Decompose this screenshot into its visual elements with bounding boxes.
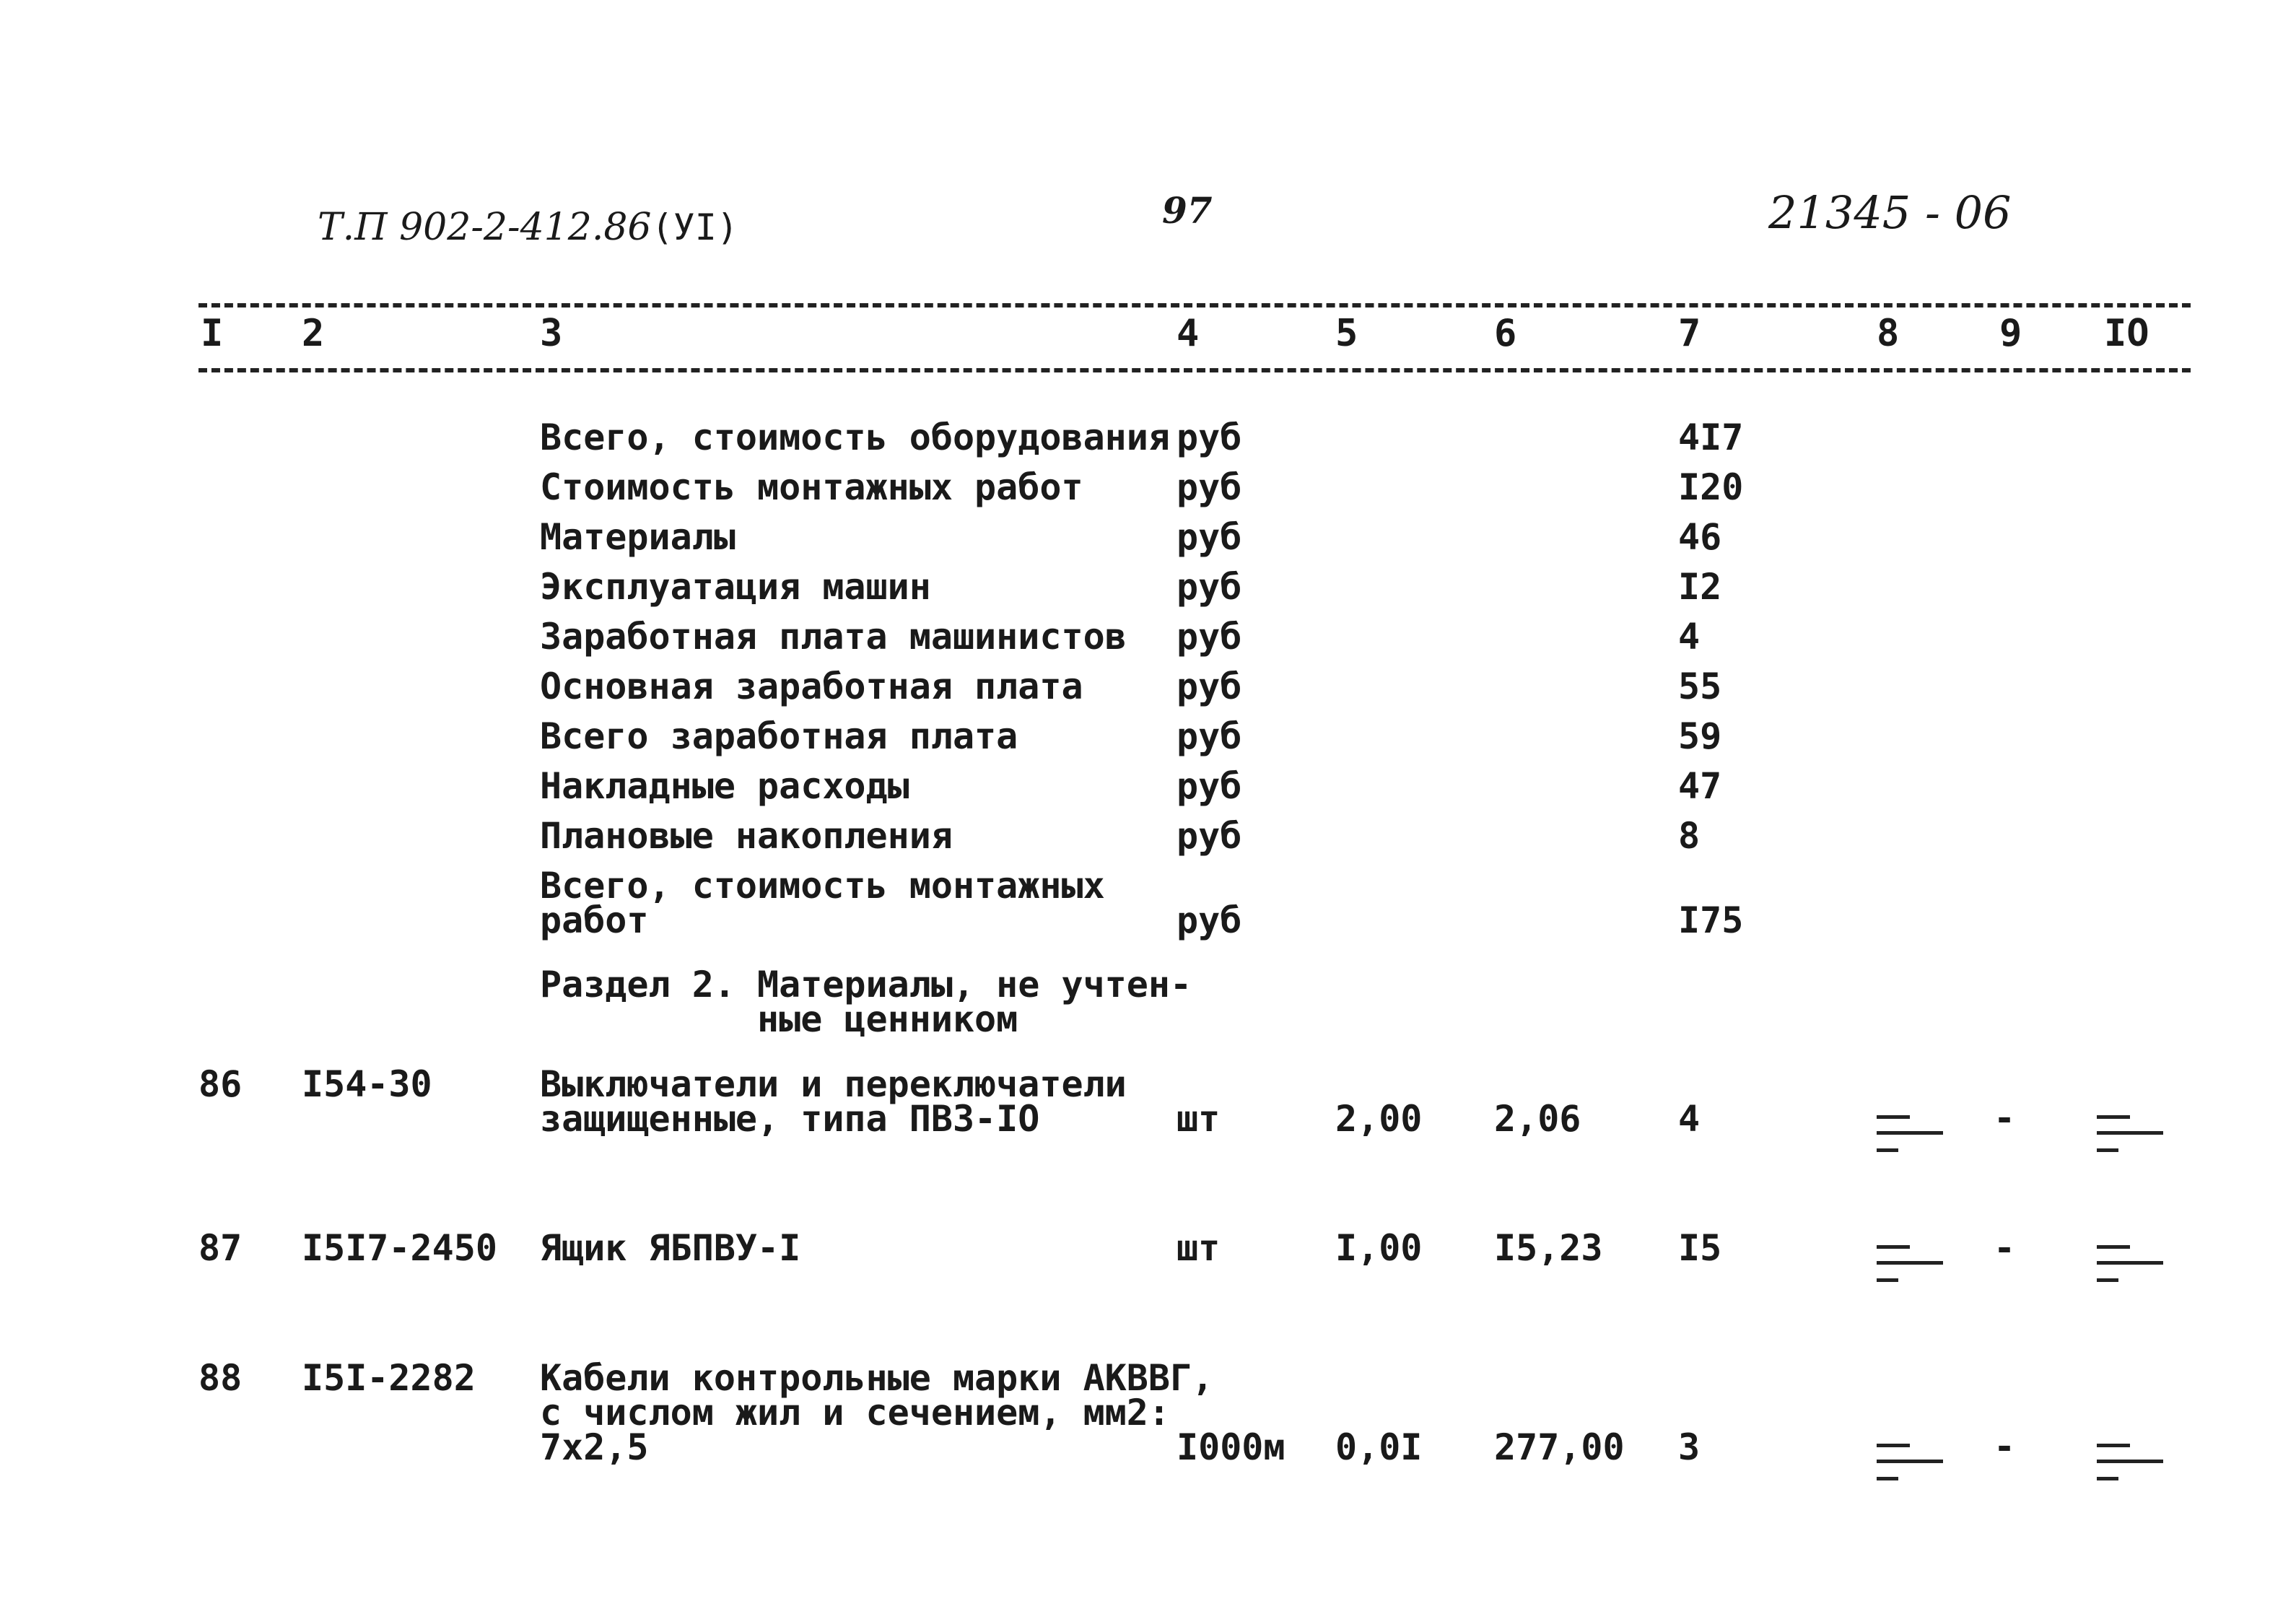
item-qty: 0,0I <box>1335 1426 1423 1468</box>
summary-total: 55 <box>1678 666 1722 707</box>
summary-total: 59 <box>1678 715 1722 757</box>
section-title: Раздел 2. Материалы, не учтен- ные ценником <box>540 964 1192 1040</box>
col-header-10: IO <box>2104 312 2149 355</box>
item-number: 88 <box>198 1357 243 1399</box>
item-unit: шт <box>1177 1098 1221 1140</box>
summary-unit: руб <box>1177 516 1242 558</box>
summary-name: Накладные расходы <box>540 765 909 807</box>
item-number: 87 <box>198 1227 243 1269</box>
summary-total: I20 <box>1678 466 1744 508</box>
col-header-8: 8 <box>1877 312 1900 355</box>
item-name: Выключатели и переключатели защищенные, типа ПВЗ-IO <box>540 1063 1127 1140</box>
item-unit: шт <box>1177 1227 1221 1269</box>
summary-total: 8 <box>1678 815 1701 857</box>
ditto-mark <box>1877 1115 1943 1161</box>
summary-name: Всего, стоимость монтажных работ <box>540 865 1105 941</box>
item-price: 2,06 <box>1494 1098 1581 1140</box>
col-header-5: 5 <box>1335 312 1358 355</box>
summary-unit: руб <box>1177 715 1242 757</box>
item-number: 86 <box>198 1063 243 1105</box>
summary-name: Заработная плата машинистов <box>540 616 1127 658</box>
col-header-9: 9 <box>1999 312 2022 355</box>
page-number: 97 <box>1162 189 1213 232</box>
sheet-code-handwritten: Т.П 902-2-412.86 <box>318 206 652 249</box>
summary-name: Всего, стоимость оборудования <box>540 416 1170 458</box>
summary-unit: руб <box>1177 466 1242 508</box>
document-number: 21345 - 06 <box>1768 186 2012 239</box>
item-code: I54-30 <box>302 1063 432 1105</box>
item-total: 4 <box>1678 1098 1701 1140</box>
ditto-mark <box>2097 1245 2163 1291</box>
col-header-1: I <box>201 312 224 355</box>
col-header-4: 4 <box>1177 312 1200 355</box>
header-bottom-rule <box>198 368 2191 372</box>
summary-total: I75 <box>1678 899 1744 941</box>
item-code: I5I-2282 <box>302 1357 476 1399</box>
ditto-mark <box>2097 1444 2163 1490</box>
summary-unit: руб <box>1177 815 1242 857</box>
item-unit: I000м <box>1177 1426 1286 1468</box>
summary-unit: руб <box>1177 899 1242 941</box>
summary-total: 46 <box>1678 516 1722 558</box>
item-col9: - <box>1994 1097 2016 1139</box>
summary-unit: руб <box>1177 416 1242 458</box>
summary-unit: руб <box>1177 616 1242 658</box>
item-name: Ящик ЯБПВУ-I <box>540 1227 801 1269</box>
summary-unit: руб <box>1177 666 1242 707</box>
ditto-mark <box>2097 1115 2163 1161</box>
item-price: I5,23 <box>1494 1227 1603 1269</box>
summary-total: 47 <box>1678 765 1722 807</box>
item-qty: 2,00 <box>1335 1098 1423 1140</box>
summary-name: Основная заработная плата <box>540 666 1083 707</box>
col-header-2: 2 <box>302 312 325 355</box>
item-col9: - <box>1994 1426 2016 1467</box>
sheet-code <box>318 206 738 249</box>
summary-name: Плановые накопления <box>540 815 953 857</box>
summary-total: 4I7 <box>1678 416 1744 458</box>
summary-name: Стоимость монтажных работ <box>540 466 1083 508</box>
item-total: I5 <box>1678 1227 1722 1269</box>
item-col9: - <box>1994 1227 2016 1269</box>
ditto-mark <box>1877 1444 1943 1490</box>
summary-total: I2 <box>1678 566 1722 608</box>
summary-total: 4 <box>1678 616 1701 658</box>
item-qty: I,00 <box>1335 1227 1423 1269</box>
col-header-6: 6 <box>1494 312 1517 355</box>
summary-unit: руб <box>1177 566 1242 608</box>
sheet-code-suffix: (УI) <box>651 206 738 248</box>
col-header-3: 3 <box>540 312 563 355</box>
summary-unit: руб <box>1177 765 1242 807</box>
item-code: I5I7-2450 <box>302 1227 497 1269</box>
col-header-7: 7 <box>1678 312 1701 355</box>
ditto-mark <box>1877 1245 1943 1291</box>
item-name: Кабели контрольные марки АКВВГ, с числом жил и сечением, мм2: 7х2,5 <box>540 1357 1214 1468</box>
summary-name: Всего заработная плата <box>540 715 1018 757</box>
item-total: 3 <box>1678 1426 1701 1468</box>
summary-name: Эксплуатация машин <box>540 566 931 608</box>
summary-name: Материалы <box>540 516 735 558</box>
item-price: 277,00 <box>1494 1426 1625 1468</box>
header-top-rule <box>198 303 2191 307</box>
